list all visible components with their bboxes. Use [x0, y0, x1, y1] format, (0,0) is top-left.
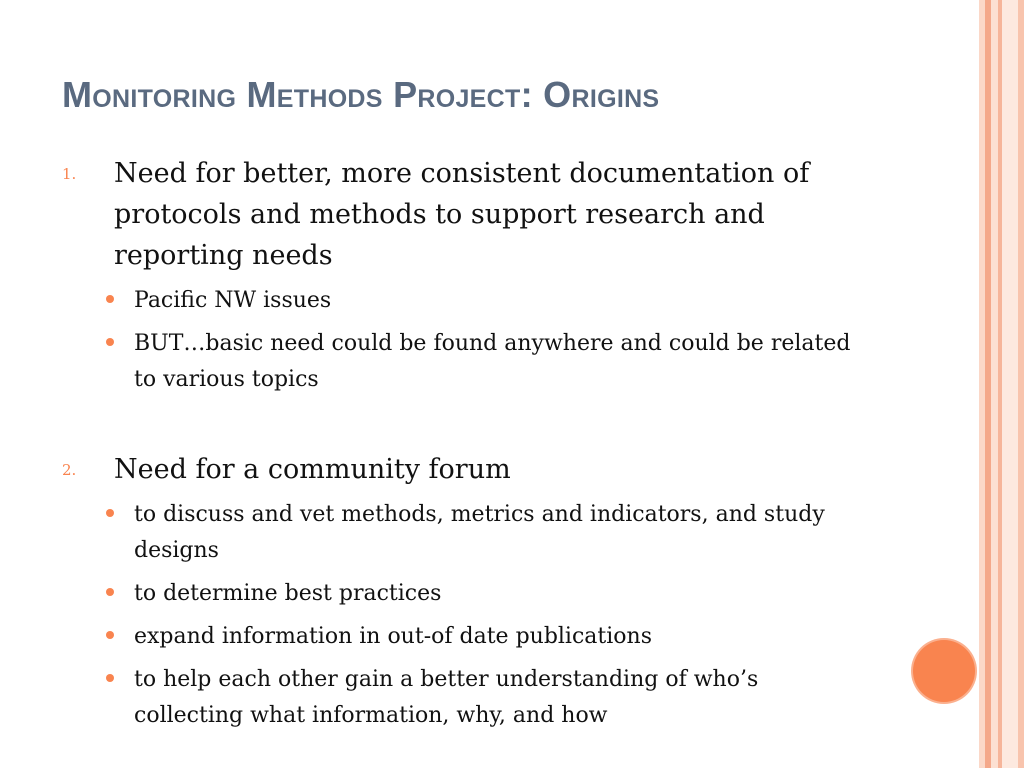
- bullet-text: to help each other gain a better understanding of who’s collecting what information, why, and how: [134, 667, 759, 728]
- item-number: 1.: [62, 165, 77, 183]
- bullet-text: BUT…basic need could be found anywhere and could be related to various topics: [134, 331, 851, 392]
- item-number: 2.: [62, 461, 77, 479]
- bullet-icon: [106, 674, 114, 682]
- decorative-circle: [913, 640, 975, 702]
- bullet-icon: [106, 295, 114, 303]
- bullet-text: Pacific NW issues: [134, 288, 332, 313]
- decorative-stripe: [1002, 0, 1018, 768]
- bullet-icon: [106, 338, 114, 346]
- bullet-text: to determine best practices: [134, 581, 442, 606]
- bullet-icon: [106, 588, 114, 596]
- item-text: Need for better, more consistent documentation of protocols and methods to support research and reporting needs: [114, 158, 810, 271]
- slide-title: Monitoring Methods Project: Origins: [62, 74, 660, 115]
- decorative-stripe: [991, 0, 998, 768]
- decorative-stripe: [1018, 0, 1024, 768]
- item-text: Need for a community forum: [114, 454, 511, 485]
- bullet-icon: [106, 631, 114, 639]
- bullet-icon: [106, 509, 114, 517]
- bullet-text: expand information in out-of date publications: [134, 624, 652, 649]
- bullet-text: to discuss and vet methods, metrics and indicators, and study designs: [134, 502, 825, 563]
